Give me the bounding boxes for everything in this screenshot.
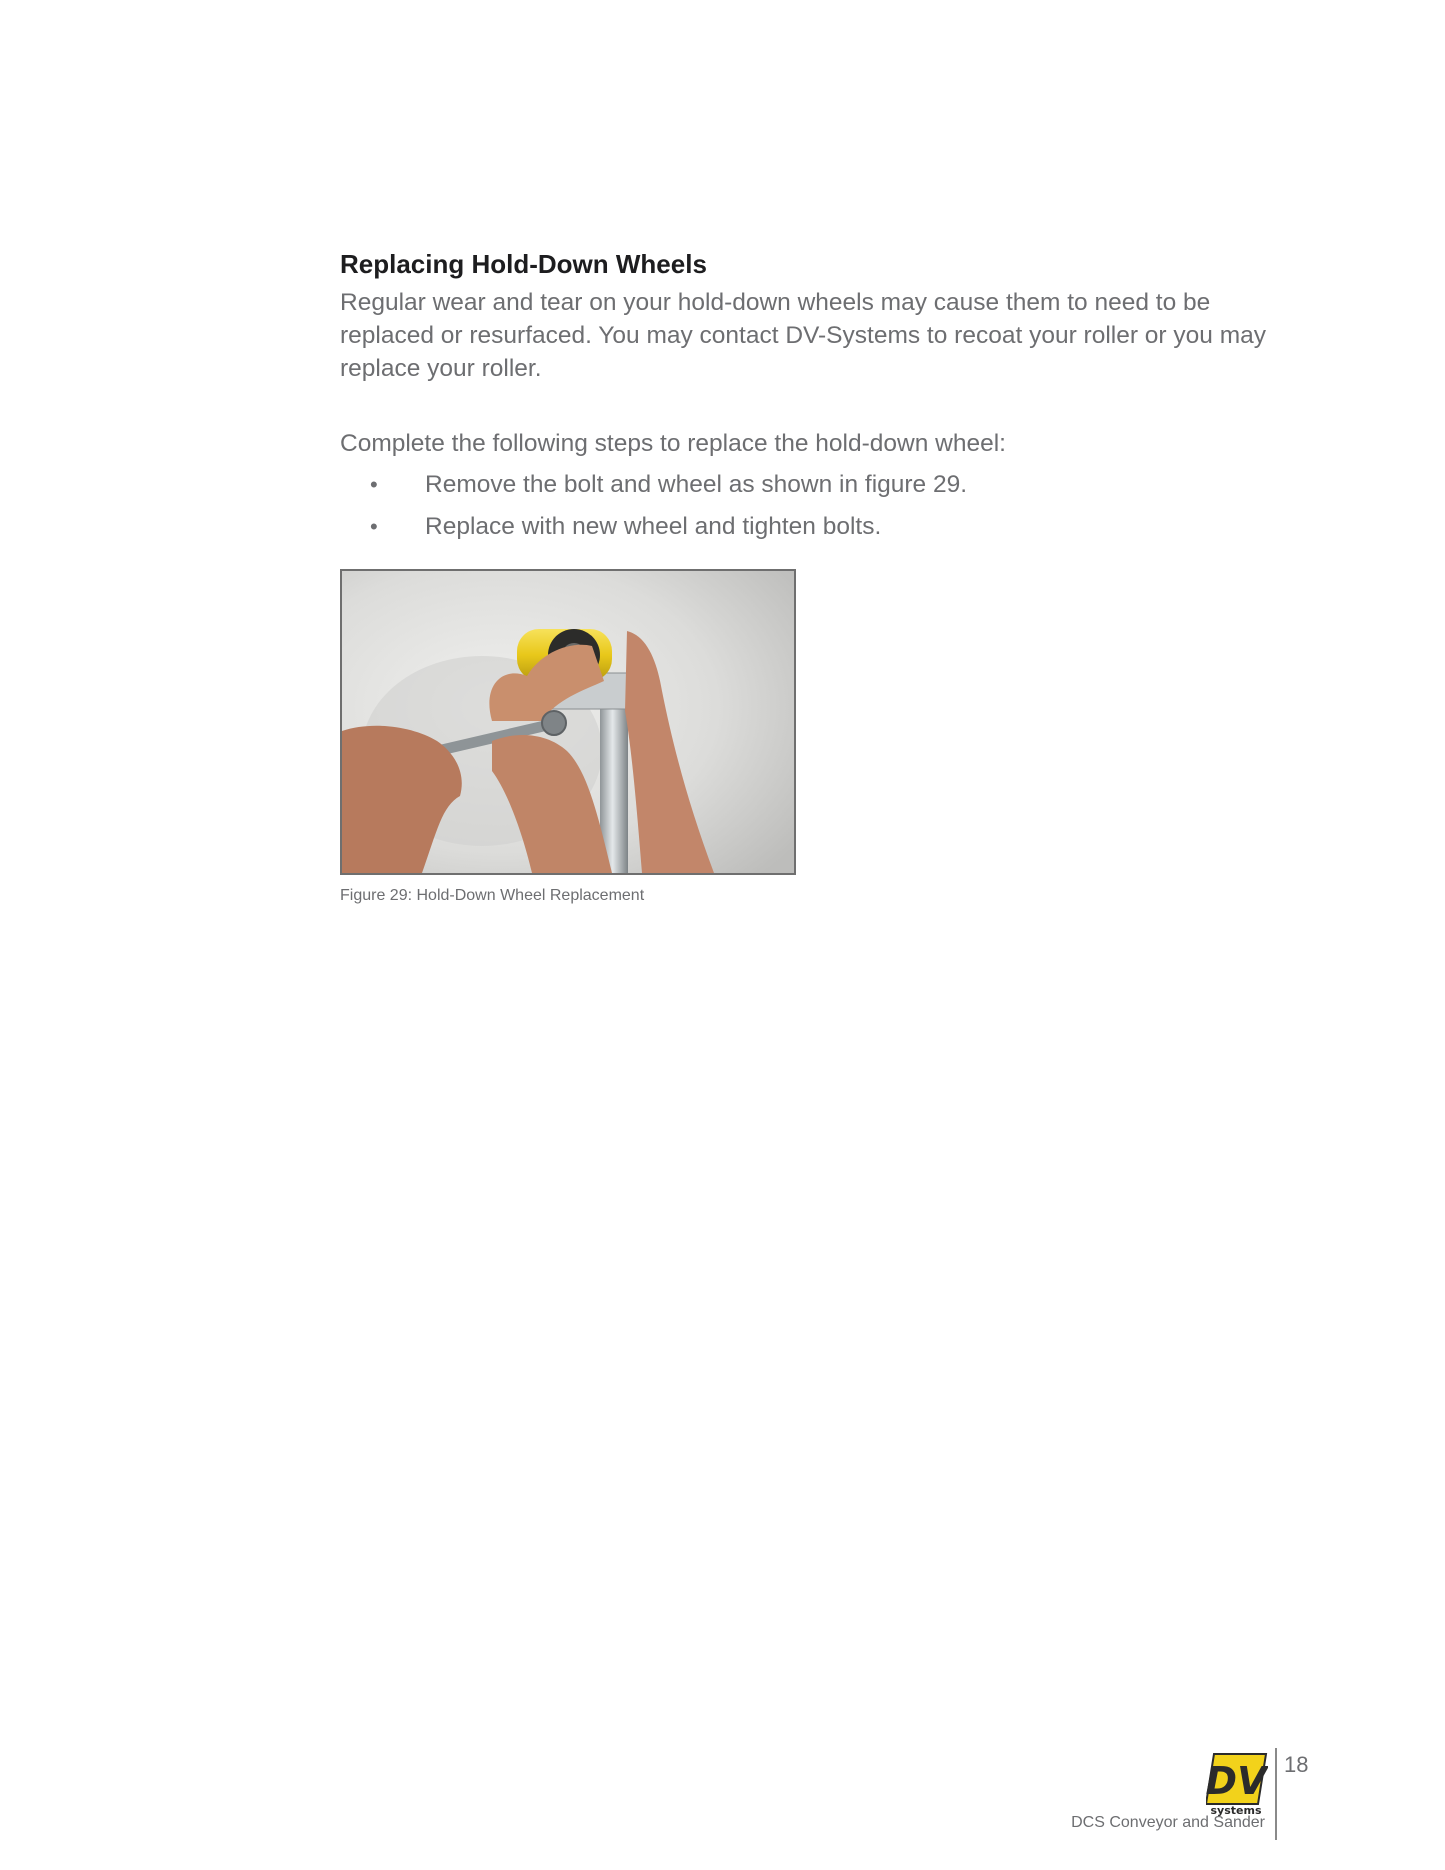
step-item: [340, 468, 1280, 501]
intro-paragraph: Regular wear and tear on your hold-down wheels may cause them to need to be replaced or resurfaced. You may contact DV-Systems to recoat your roller or you may replace your roller.: [340, 289, 1266, 382]
bullet-icon: •: [370, 472, 378, 497]
steps-intro: Complete the following steps to replace the hold-down wheel:: [340, 430, 1006, 457]
dv-systems-logo: [1206, 1752, 1268, 1816]
hold-down-wheel-photo: [340, 569, 796, 875]
steps-list: [340, 468, 1280, 543]
figure: [340, 569, 796, 905]
step-text: Replace with new wheel and tighten bolts.: [425, 513, 882, 540]
page-number: 18: [1284, 1752, 1309, 1777]
page-content: [340, 248, 1280, 905]
footer-document-title: DCS Conveyor and Sander: [1071, 1814, 1265, 1831]
bullet-icon: •: [370, 514, 378, 539]
step-text: Remove the bolt and wheel as shown in figure 29.: [425, 471, 968, 498]
logo-subtext: systems: [1210, 1804, 1262, 1816]
section-heading: Replacing Hold-Down Wheels: [340, 249, 707, 279]
step-item: [340, 510, 1280, 543]
logo-text: DV: [1206, 1759, 1267, 1803]
footer-divider: [1275, 1748, 1277, 1840]
figure-caption: Figure 29: Hold-Down Wheel Replacement: [340, 887, 645, 904]
